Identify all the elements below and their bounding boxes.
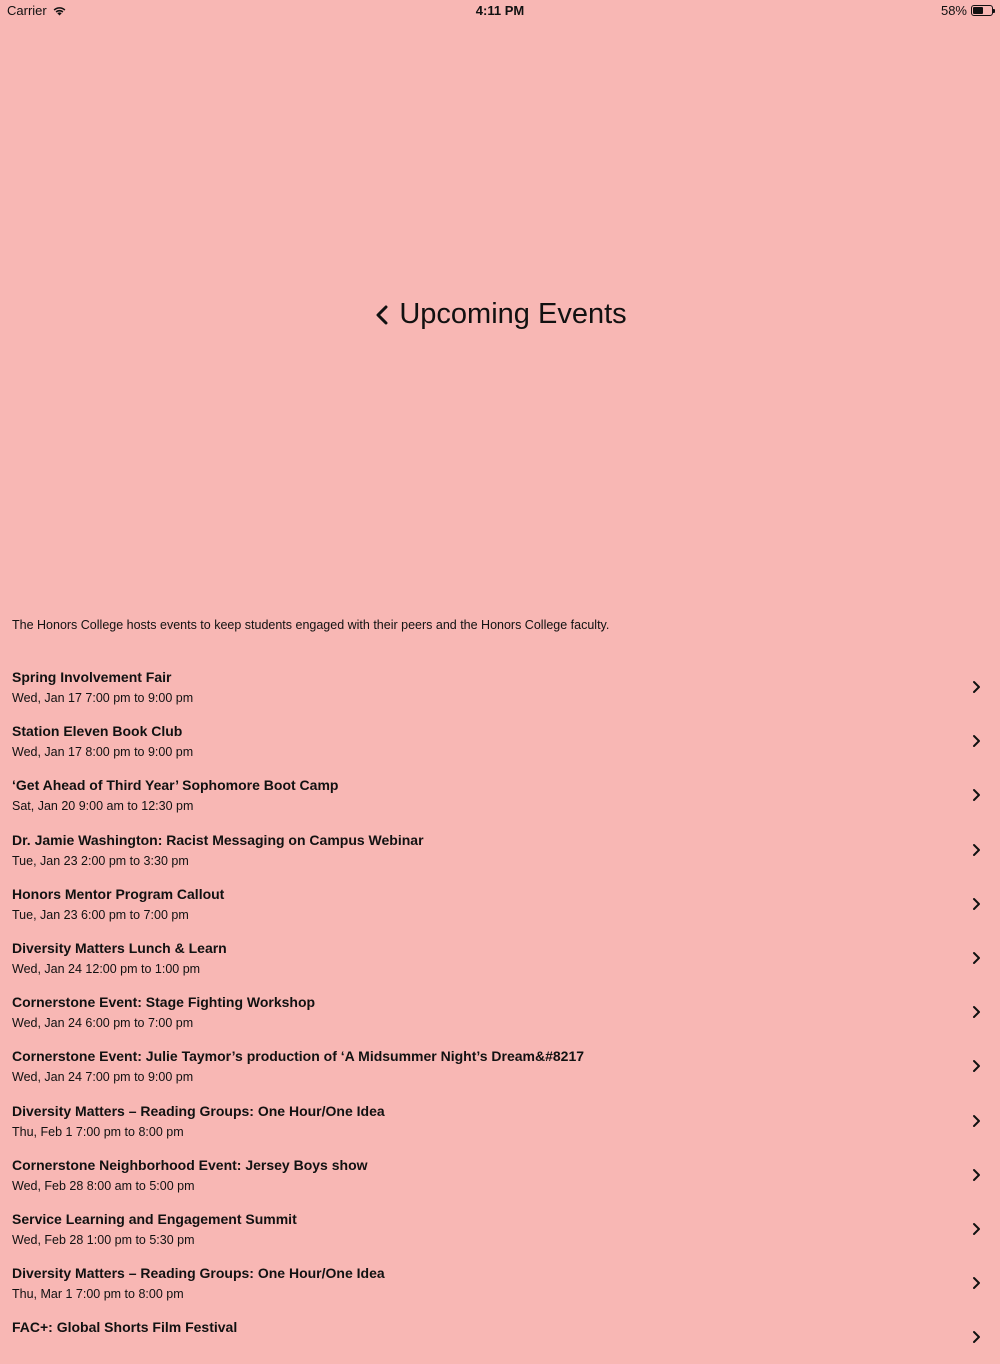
event-date: Wed, Jan 24 6:00 pm to 7:00 pm — [12, 1016, 194, 1031]
chevron-left-icon — [373, 304, 391, 326]
battery-percent: 58% — [940, 3, 967, 18]
chevron-right-icon — [972, 897, 981, 911]
event-title: Spring Involvement Fair — [12, 669, 172, 685]
event-row[interactable] — [0, 877, 1000, 931]
event-row[interactable] — [0, 660, 1000, 714]
status-bar — [0, 0, 1000, 22]
chevron-right-icon — [972, 951, 981, 965]
chevron-right-icon — [972, 1005, 981, 1019]
chevron-right-icon — [972, 788, 981, 802]
event-row[interactable] — [0, 985, 1000, 1039]
event-title: Diversity Matters Lunch & Learn — [12, 939, 227, 956]
event-row[interactable] — [0, 714, 1000, 768]
event-date: Sat, Jan 20 9:00 am to 12:30 pm — [12, 799, 194, 814]
chevron-right-icon — [972, 1168, 981, 1182]
battery-tip — [993, 9, 995, 13]
event-row[interactable] — [0, 1202, 1000, 1256]
chevron-right-icon — [972, 1276, 981, 1290]
event-title: Cornerstone Neighborhood Event: Jersey Boys show — [12, 1156, 368, 1173]
intro-text: The Honors College hosts events to keep students engaged with their peers and the Honors College faculty. — [12, 618, 610, 632]
status-right — [941, 3, 993, 18]
event-title: Diversity Matters – Reading Groups: One Hour/One Idea — [12, 1102, 385, 1119]
chevron-right-icon — [972, 680, 981, 694]
event-title: Station Eleven Book Club — [12, 723, 183, 740]
event-row[interactable] — [0, 1256, 1000, 1310]
event-date: Wed, Feb 28 8:00 am to 5:00 pm — [12, 1178, 195, 1193]
chevron-right-icon — [972, 1222, 981, 1236]
event-date: Wed, Feb 28 1:00 pm to 5:30 pm — [12, 1232, 195, 1247]
battery-icon — [971, 5, 993, 16]
chevron-right-icon — [972, 1059, 981, 1073]
event-date: Tue, Jan 23 6:00 pm to 7:00 pm — [12, 907, 189, 922]
event-title: ‘Get Ahead of Third Year’ Sophomore Boot Camp — [12, 777, 339, 794]
event-row[interactable] — [0, 768, 1000, 822]
event-row[interactable] — [0, 1148, 1000, 1202]
chevron-right-icon — [972, 734, 981, 748]
event-row[interactable] — [0, 1039, 1000, 1093]
event-row[interactable] — [0, 1094, 1000, 1148]
clock: 4:11 PM — [475, 3, 525, 18]
event-date: Thu, Feb 1 7:00 pm to 8:00 pm — [12, 1124, 184, 1139]
chevron-right-icon — [972, 1114, 981, 1128]
event-title: Cornerstone Event: Stage Fighting Workshop — [12, 994, 316, 1011]
event-title: Honors Mentor Program Callout — [12, 885, 225, 902]
event-row[interactable] — [0, 1310, 1000, 1364]
page-title: Upcoming Events — [399, 298, 627, 330]
event-title: Service Learning and Engagement Summit — [12, 1210, 297, 1227]
nav-back-button[interactable] — [0, 298, 1000, 331]
event-title: Dr. Jamie Washington: Racist Messaging on Campus Webinar — [12, 831, 424, 848]
event-date: Wed, Jan 24 12:00 pm to 1:00 pm — [12, 961, 201, 976]
event-list — [0, 660, 1000, 1364]
event-date: Thu, Mar 1 7:00 pm to 8:00 pm — [12, 1287, 184, 1302]
chevron-right-icon — [972, 1330, 981, 1344]
event-date: Wed, Jan 17 7:00 pm to 9:00 pm — [12, 691, 194, 705]
event-row[interactable] — [0, 931, 1000, 985]
carrier-label: Carrier — [7, 3, 47, 18]
event-date: Tue, Jan 23 2:00 pm to 3:30 pm — [12, 853, 189, 868]
event-title: Cornerstone Event: Julie Taymor’s production of ‘A Midsummer Night’s Dream&#8217 — [12, 1048, 585, 1065]
event-row[interactable] — [0, 823, 1000, 877]
event-date: Wed, Jan 24 7:00 pm to 9:00 pm — [12, 1070, 194, 1085]
battery-fill — [973, 7, 983, 14]
chevron-right-icon — [972, 843, 981, 857]
event-title: Diversity Matters – Reading Groups: One Hour/One Idea — [12, 1265, 385, 1282]
event-title: FAC+: Global Shorts Film Festival — [12, 1319, 238, 1336]
event-date: Wed, Jan 17 8:00 pm to 9:00 pm — [12, 745, 194, 760]
